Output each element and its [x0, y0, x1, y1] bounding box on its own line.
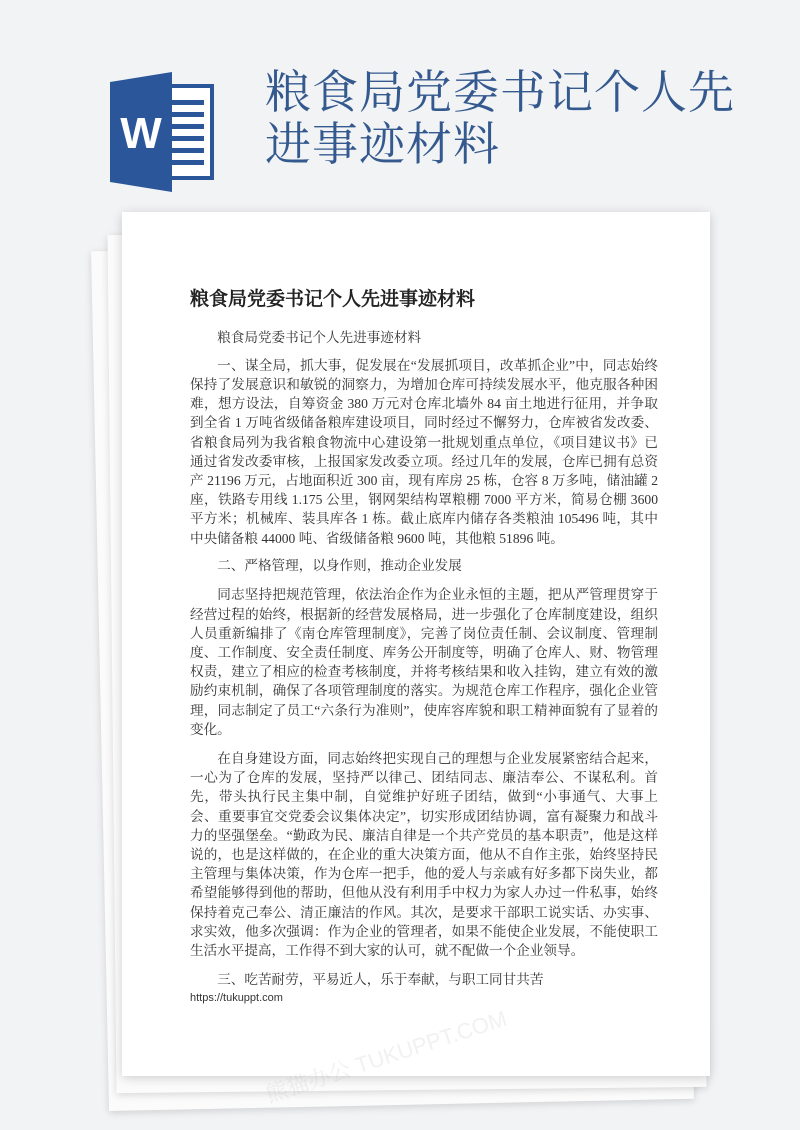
page-title: 粮食局党委书记个人先进事迹材料	[265, 66, 735, 170]
heading-section-3: 三、吃苦耐劳，平易近人，乐于奉献，与职工同甘共苦	[217, 972, 544, 988]
document-body	[190, 328, 658, 998]
word-document-icon	[110, 72, 218, 192]
paragraph-section-2: 同志坚持把规范管理，依法治企作为企业永恒的主题，把从严管理贯穿于经营过程的始终，根据新的经营发展格局，进一步强化了仓库制度建设，组织人员重新编排了《南仓库管理制度》，完善了岗位责任制、会议制度、管理制度、工作制度、安全责任制度、库务公开制度等，明确了仓库人、财、物管理权责，建立了相应的检查考核制度，并将考核结果和收入挂钩，建立有效的激励约束机制，确保了各项管理制度的落实。为规范仓库工作程序，强化企业管理，同志制定了员工“六条行为准则”，使库容库貌和职工精神面貌有了显着的变化。	[190, 587, 658, 737]
word-icon-letter: W	[120, 109, 162, 158]
document-title: 粮食局党委书记个人先进事迹材料	[190, 289, 476, 310]
document-page	[122, 212, 710, 1076]
paragraph-self-building: 在自身建设方面，同志始终把实现自己的理想与企业发展紧密结合起来，一心为了仓库的发展，坚持严以律己、团结同志、廉洁奉公、不谋私利。首先，带头执行民主集中制，自觉维护好班子团结，做到“小事通气、大事上会、重要事宜交党委会议集体决定”，切实形成团结协调，富有凝聚力和战斗力的坚强堡垒。“勤政为民、廉洁自律是一个共产党员的基本职责”，他是这样说的，也是这样做的，在企业的重大决策方面，他从不自作主张，始终坚持民主管理与集体决策，作为仓库一把手，他的爱人与亲戚有好多都下岗失业，都希望能够得到他的帮助，但他从没有利用手中权力为家人办过一件私事，始终保持着克己奉公、清正廉洁的作风。其次，是要求干部职工说实话、办实事、求实效，他多次强调：作为企业的管理者，如果不能使企业发展，不能使职工生活水平提高，工作得不到大家的认可，就不配做一个企业领导。	[190, 751, 658, 959]
heading-section-2: 二、严格管理，以身作则，推动企业发展	[217, 558, 462, 574]
paragraph-subtitle: 粮食局党委书记个人先进事迹材料	[217, 330, 422, 345]
paragraph-section-1: 一、谋全局，抓大事，促发展在“发展抓项目，改革抓企业”中，同志始终保持了发展意识和敏锐的洞察力，为增加仓库可持续发展水平，他克服各种困难，想方设法，自筹资金 380 万元对仓库北墙外 84 亩土地进行征用，并争取到全省 1 万吨省级储备粮库建设项目，同时经过不懈努力，仓库被省发改委、省粮食局列为我省粮食物流中心建设第一批规划重点单位，《项目建议书》已通过省发改委审核，上报国家发改委立项。经过几年的发展，仓库已拥有总资产 21196 万元，占地面积近 300 亩，现有库房 25 栋，仓容 8 万多吨，储油罐 2 座，铁路专用线 1.175 公里，钢网架结构罩粮棚 7000 平方米，简易仓棚 3600 平方米；机械库、装具库各 1 栋。截止底库内储存各类粮油 105496 吨，其中中央储备粮 44000 吨、省级储备粮 9600 吨，其他粮 51896 吨。	[190, 357, 658, 546]
footer-url: https://tukuppt.com	[190, 992, 283, 1004]
